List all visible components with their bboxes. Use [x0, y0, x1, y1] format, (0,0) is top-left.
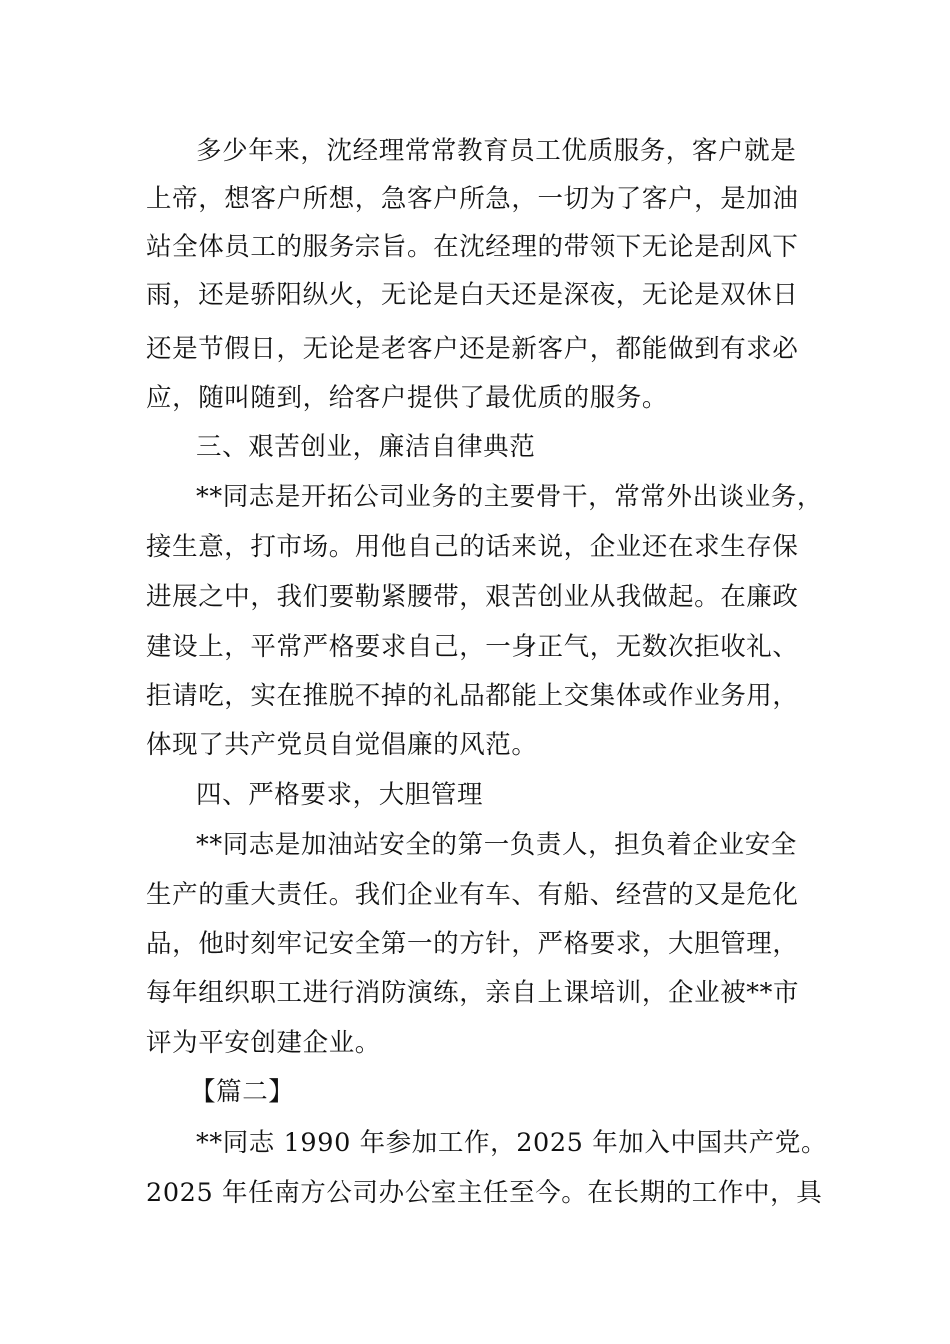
paragraph-line: 接生意，打市场。用他自己的话来说，企业还在求生存保	[146, 532, 799, 562]
paragraph-line: 雨，还是骄阳纵火，无论是白天还是深夜，无论是双休日	[146, 280, 799, 310]
section-heading: 三、艰苦创业，廉洁自律典范	[196, 432, 536, 462]
paragraph-line: 品，他时刻牢记安全第一的方针，严格要求，大胆管理，	[146, 929, 799, 959]
section-marker: 【篇二】	[190, 1077, 295, 1107]
paragraph-line: 应，随叫随到，给客户提供了最优质的服务。	[146, 383, 669, 413]
paragraph-line: 生产的重大责任。我们企业有车、有船、经营的又是危化	[146, 880, 799, 910]
paragraph-line: 站全体员工的服务宗旨。在沈经理的带领下无论是刮风下	[146, 232, 799, 262]
paragraph-line: 进展之中，我们要勒紧腰带，艰苦创业从我做起。在廉政	[146, 582, 799, 612]
paragraph-line: **同志是加油站安全的第一负责人，担负着企业安全	[196, 830, 797, 860]
paragraph-line: 每年组织职工进行消防演练，亲自上课培训，企业被**市	[146, 978, 800, 1008]
paragraph-line: **同志 1990 年参加工作，2025 年加入中国共产党。	[196, 1128, 828, 1158]
paragraph-line: 上帝，想客户所想，急客户所急，一切为了客户，是加油	[146, 184, 799, 214]
paragraph-line: **同志是开拓公司业务的主要骨干，常常外出谈业务，	[196, 482, 824, 512]
paragraph-line: 还是节假日，无论是老客户还是新客户，都能做到有求必	[146, 334, 799, 364]
paragraph-line: 体现了共产党员自觉倡廉的风范。	[146, 730, 538, 760]
paragraph-line: 建设上，平常严格要求自己，一身正气，无数次拒收礼、	[146, 632, 799, 662]
paragraph-line: 拒请吃，实在推脱不掉的礼品都能上交集体或作业务用，	[146, 681, 799, 711]
paragraph-line: 2025 年任南方公司办公室主任至今。在长期的工作中，具	[146, 1178, 823, 1208]
section-heading: 四、严格要求，大胆管理	[196, 780, 484, 810]
paragraph-line: 多少年来，沈经理常常教育员工优质服务，客户就是	[196, 136, 797, 166]
paragraph-line: 评为平安创建企业。	[146, 1028, 381, 1058]
